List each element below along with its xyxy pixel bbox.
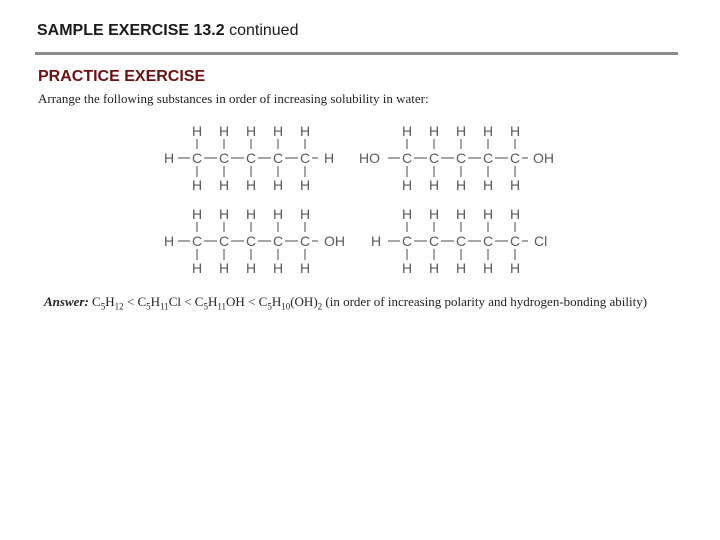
formula-subscript: 5 <box>100 301 106 312</box>
hydrogen-atom: H <box>272 260 284 276</box>
hydrogen-atom: H <box>509 177 521 193</box>
hydrogen-atom: H <box>428 123 440 139</box>
formula-subscript: 5 <box>267 301 272 312</box>
formula-subscript: 5 <box>146 301 151 312</box>
hydrogen-atom: H <box>509 206 521 222</box>
carbon-atom: C <box>218 150 230 166</box>
hydrogen-atom: H <box>191 206 203 222</box>
structure-chloropentane <box>367 205 567 282</box>
carbon-atom: C <box>299 150 311 166</box>
answer-text <box>44 293 684 316</box>
carbon-atom: C <box>401 150 413 166</box>
right-group: OH <box>324 233 345 249</box>
hydrogen-atom: H <box>482 177 494 193</box>
structure-pentanol-drawing <box>160 205 360 277</box>
structure-pentanol <box>160 205 360 282</box>
hydrogen-atom: H <box>509 123 521 139</box>
formula-subscript: 11 <box>217 301 227 312</box>
carbon-atom: C <box>245 150 257 166</box>
header-divider <box>35 52 678 55</box>
header-title-rest: continued <box>224 22 299 39</box>
carbon-atom: C <box>509 150 521 166</box>
carbon-atom: C <box>482 233 494 249</box>
hydrogen-atom: H <box>191 177 203 193</box>
hydrogen-atom: H <box>272 123 284 139</box>
hydrogen-atom: H <box>428 177 440 193</box>
hydrogen-atom: H <box>482 206 494 222</box>
right-group: H <box>324 150 335 166</box>
hydrogen-atom: H <box>455 177 467 193</box>
structure-chloropentane-drawing <box>367 205 567 277</box>
carbon-atom: C <box>191 233 203 249</box>
carbon-atom: C <box>455 150 467 166</box>
carbon-atom: C <box>455 233 467 249</box>
hydrogen-atom: H <box>509 260 521 276</box>
carbon-atom: C <box>428 233 440 249</box>
hydrogen-atom: H <box>299 206 311 222</box>
formula-subscript: 12 <box>114 301 124 312</box>
structure-pentane <box>160 122 350 199</box>
left-group: HO <box>359 150 380 166</box>
hydrogen-atom: H <box>191 260 203 276</box>
hydrogen-atom: H <box>245 260 257 276</box>
right-group: Cl <box>534 233 548 249</box>
hydrogen-atom: H <box>401 260 413 276</box>
carbon-atom: C <box>299 233 311 249</box>
carbon-chain <box>178 206 318 276</box>
carbon-chain <box>388 206 528 276</box>
question-text: Arrange the following substances in order of increasing solubility in water: <box>38 91 429 106</box>
hydrogen-atom: H <box>299 123 311 139</box>
formula-subscript: 10 <box>281 301 291 312</box>
answer-body: $C_5H_{12} < C_5H_{11}Cl < C_5H_{11}OH < C_5H_{10}(OH)_2$ (in order of increasing polarity and hydrogen-bonding ability) <box>92 294 648 312</box>
structure-pentane-drawing <box>160 122 350 194</box>
carbon-atom: C <box>272 233 284 249</box>
hydrogen-atom: H <box>401 123 413 139</box>
carbon-atom: C <box>191 150 203 166</box>
formula-subscript: 5 <box>203 301 208 312</box>
header-title <box>37 22 298 40</box>
carbon-atom: C <box>218 233 230 249</box>
formula-subscript: 2 <box>317 301 323 312</box>
carbon-atom: C <box>245 233 257 249</box>
carbon-atom: C <box>401 233 413 249</box>
hydrogen-atom: H <box>299 260 311 276</box>
carbon-atom: C <box>428 150 440 166</box>
header-title-bold: SAMPLE EXERCISE 13.2 <box>37 22 225 39</box>
carbon-atom: C <box>272 150 284 166</box>
hydrogen-atom: H <box>482 123 494 139</box>
hydrogen-atom: H <box>455 206 467 222</box>
carbon-atom: C <box>482 150 494 166</box>
left-group: H <box>371 233 382 249</box>
hydrogen-atom: H <box>401 177 413 193</box>
hydrogen-atom: H <box>218 260 230 276</box>
hydrogen-atom: H <box>482 260 494 276</box>
formula-subscript: 11 <box>160 301 169 312</box>
hydrogen-atom: H <box>455 123 467 139</box>
left-group: H <box>164 150 175 166</box>
hydrogen-atom: H <box>428 260 440 276</box>
hydrogen-atom: H <box>245 177 257 193</box>
hydrogen-atom: H <box>218 177 230 193</box>
hydrogen-atom: H <box>218 123 230 139</box>
carbon-chain <box>178 123 318 193</box>
hydrogen-atom: H <box>401 206 413 222</box>
hydrogen-atom: H <box>191 123 203 139</box>
structure-pentanediol-drawing <box>357 122 577 194</box>
hydrogen-atom: H <box>272 206 284 222</box>
hydrogen-atom: H <box>428 206 440 222</box>
hydrogen-atom: H <box>272 177 284 193</box>
structure-pentanediol <box>357 122 577 199</box>
hydrogen-atom: H <box>245 123 257 139</box>
answer-label: Answer: <box>44 294 89 309</box>
section-title: PRACTICE EXERCISE <box>38 68 206 85</box>
right-group: OH <box>533 150 554 166</box>
carbon-atom: C <box>509 233 521 249</box>
carbon-chain <box>388 123 528 193</box>
left-group: H <box>164 233 175 249</box>
hydrogen-atom: H <box>218 206 230 222</box>
hydrogen-atom: H <box>455 260 467 276</box>
hydrogen-atom: H <box>245 206 257 222</box>
hydrogen-atom: H <box>299 177 311 193</box>
